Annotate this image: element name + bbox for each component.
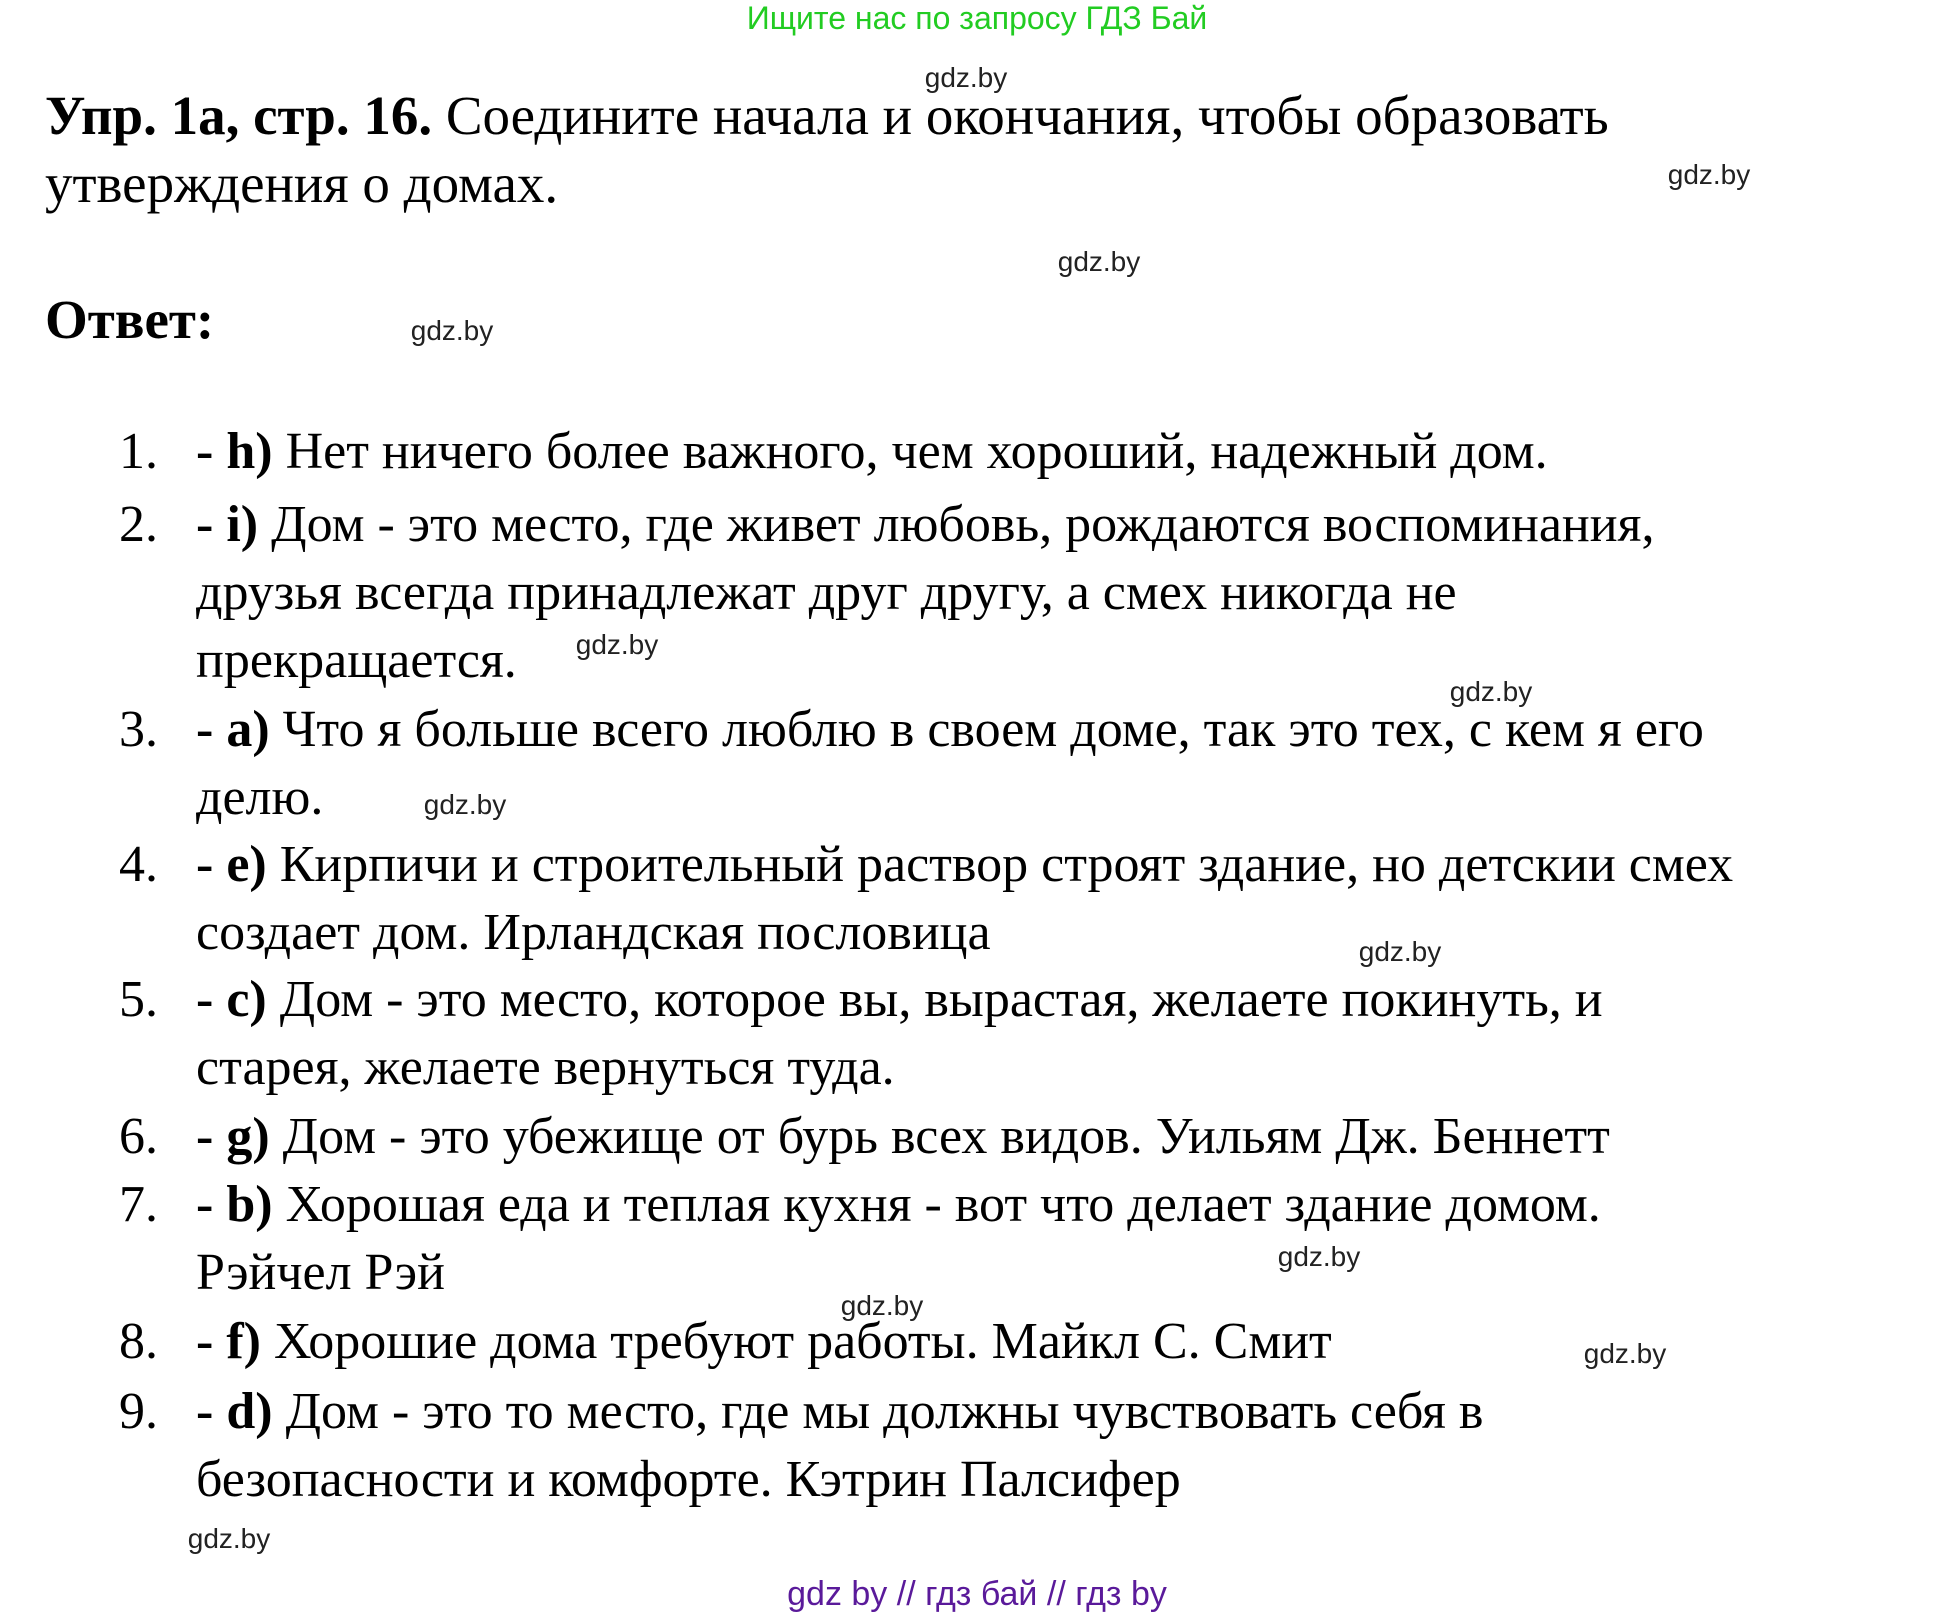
item-key: - c) (196, 971, 267, 1028)
exercise-instruction-line1: Соедините начала и окончания, чтобы образовать (432, 85, 1609, 146)
item-line (196, 559, 1457, 627)
item-text: Дом - это то место, где мы должны чувствовать себя в (272, 1383, 1484, 1440)
item-line (196, 831, 1733, 899)
item-number: 7. (119, 1176, 158, 1233)
watermark: gdz.by (1277, 1241, 1361, 1272)
item-number: 9. (119, 1383, 158, 1440)
watermark: gdz.by (1358, 936, 1442, 967)
watermark: gdz.by (840, 1290, 924, 1321)
item-text: Дом - это место, которое вы, вырастая, желаете покинуть, и (266, 971, 1603, 1028)
answer-label: Ответ: (45, 289, 215, 350)
item-line (196, 1034, 895, 1102)
item-line (196, 764, 323, 832)
item-text: делю. (196, 769, 324, 826)
item-line (196, 491, 1654, 559)
item-text: Дом - это место, где живет любовь, рождаются воспоминания, (258, 496, 1655, 553)
watermark: gdz.by (1449, 676, 1533, 707)
item-text: Дом - это убежище от бурь всех видов. Уильям Дж. Беннетт (269, 1108, 1610, 1165)
exercise-number: Упр. 1а, стр. 16. (45, 85, 433, 146)
watermark: gdz.by (187, 1523, 271, 1554)
item-number: 5. (119, 971, 158, 1028)
item-text: старея, желаете вернуться туда. (196, 1039, 895, 1096)
watermark: gdz.by (1057, 246, 1141, 277)
item-number: 4. (119, 836, 158, 893)
item-number: 2. (119, 496, 158, 553)
item-line (196, 1171, 1601, 1239)
item-key: - a) (196, 701, 270, 758)
item-key: - h) (196, 423, 273, 480)
exercise-instruction-line2: утверждения о домах. (45, 153, 559, 214)
footer-links: gdz by // гдз бай // гдз by (787, 1575, 1167, 1613)
exercise-title (45, 82, 1845, 218)
item-line (196, 1308, 1332, 1376)
watermark: gdz.by (1667, 159, 1751, 190)
item-key: - f) (196, 1313, 261, 1370)
item-text: Рэйчел Рэй (196, 1244, 445, 1301)
item-line (196, 627, 517, 695)
item-line (196, 418, 1548, 486)
item-text: Хорошая еда и теплая кухня - вот что делает здание домом. (272, 1176, 1601, 1233)
watermark: gdz.by (423, 789, 507, 820)
watermark: gdz.by (1583, 1338, 1667, 1369)
item-number: 1. (119, 423, 158, 480)
item-text: друзья всегда принадлежат друг другу, а смех никогда не (196, 564, 1457, 621)
item-line (196, 966, 1603, 1034)
item-text: безопасности и комфорте. Кэтрин Палсифер (196, 1451, 1181, 1508)
item-number: 3. (119, 701, 158, 758)
item-line (196, 899, 991, 967)
watermark: gdz.by (575, 629, 659, 660)
item-text: создает дом. Ирландская пословица (196, 904, 991, 961)
item-text: Хорошие дома требуют работы. Майкл С. Смит (260, 1313, 1332, 1370)
item-text: Что я больше всего люблю в своем доме, так это тех, с кем я его (269, 701, 1704, 758)
item-line (196, 1446, 1181, 1514)
item-text: прекращается. (196, 632, 517, 689)
item-text: Кирпичи и строительный раствор строят здание, но детскии смех (266, 836, 1734, 893)
item-number: 8. (119, 1313, 158, 1370)
watermark: gdz.by (924, 62, 1008, 93)
item-line (196, 1239, 445, 1307)
watermark: gdz.by (410, 315, 494, 346)
item-number: 6. (119, 1108, 158, 1165)
item-line (196, 1103, 1610, 1171)
item-text: Нет ничего более важного, чем хороший, надежный дом. (272, 423, 1548, 480)
item-key: - g) (196, 1108, 270, 1165)
item-line (196, 1378, 1483, 1446)
search-hint-banner: Ищите нас по запросу ГДЗ Бай (746, 0, 1208, 36)
item-key: - d) (196, 1383, 273, 1440)
item-key: - b) (196, 1176, 273, 1233)
item-key: - i) (196, 496, 259, 553)
item-key: - e) (196, 836, 267, 893)
